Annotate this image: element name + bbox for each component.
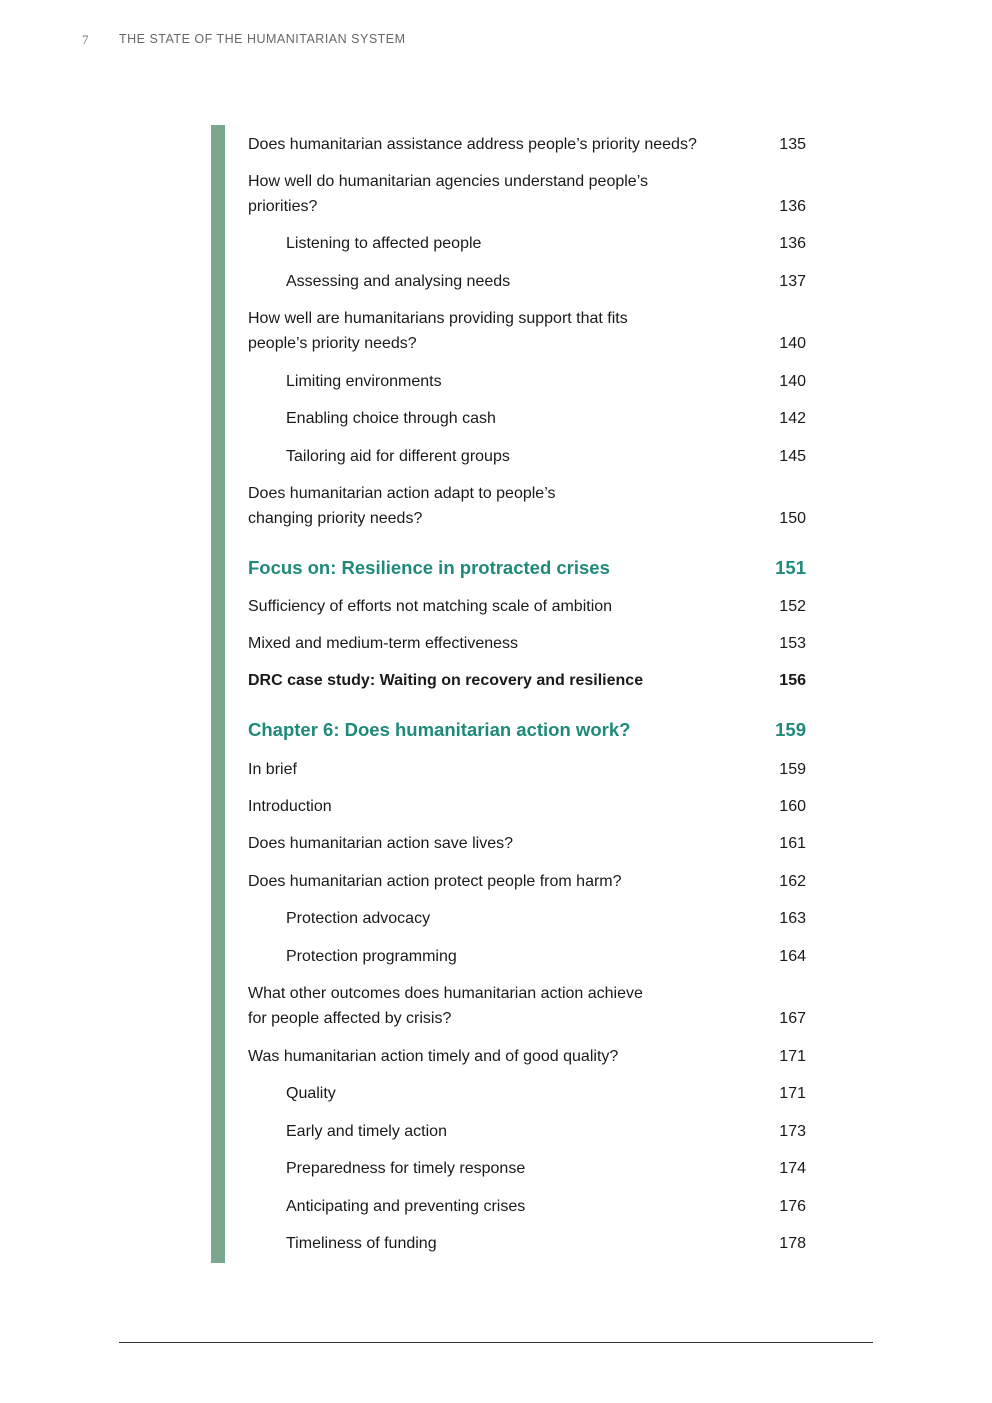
toc-entry[interactable] xyxy=(248,169,806,219)
toc-entry-page: 150 xyxy=(779,510,806,527)
toc-entry[interactable] xyxy=(248,906,806,931)
toc-entry-title: Does humanitarian action adapt to people’s changing priority needs? xyxy=(248,485,556,527)
toc-entry-page: 156 xyxy=(779,672,806,689)
toc-entry-title: How well do humanitarian agencies understand people’s priorities? xyxy=(248,173,648,215)
toc-entry-title: Focus on: Resilience in protracted crises xyxy=(248,557,610,578)
toc-entry-title: Tailoring aid for different groups xyxy=(286,448,510,465)
toc-entry-title: Assessing and analysing needs xyxy=(286,273,511,290)
toc-entry-page: 171 xyxy=(779,1048,806,1065)
toc-entry-title: Quality xyxy=(286,1085,336,1102)
toc-entry-title: Protection programming xyxy=(286,948,457,965)
toc-case-study[interactable] xyxy=(248,668,806,693)
toc-entry[interactable] xyxy=(248,1194,806,1219)
toc-entry[interactable] xyxy=(248,757,806,782)
toc-entry-page: 152 xyxy=(779,598,806,615)
toc-entry[interactable] xyxy=(248,231,806,256)
toc-entry-title: Mixed and medium-term effectiveness xyxy=(248,635,519,652)
toc-entry[interactable] xyxy=(248,869,806,894)
toc-entry-title: Does humanitarian assistance address people’s priority needs? xyxy=(248,136,697,153)
toc-entry-page: 173 xyxy=(779,1123,806,1140)
toc-entry-page: 171 xyxy=(779,1085,806,1102)
toc-entry[interactable] xyxy=(248,594,806,619)
toc-entry-page: 136 xyxy=(779,198,806,215)
toc-entry-page: 162 xyxy=(779,873,806,890)
toc-entry-page: 136 xyxy=(779,235,806,252)
toc-entry[interactable] xyxy=(248,406,806,431)
toc-entry[interactable] xyxy=(248,369,806,394)
toc-entry[interactable] xyxy=(248,306,806,356)
toc-entry-page: 135 xyxy=(779,136,806,153)
toc-entry-title: Early and timely action xyxy=(286,1123,447,1140)
toc-entry[interactable] xyxy=(248,132,806,157)
toc-entry-title: Limiting environments xyxy=(286,373,442,390)
toc-entry-title: Was humanitarian action timely and of good quality? xyxy=(248,1048,619,1065)
toc-entry[interactable] xyxy=(248,1044,806,1069)
toc-entry-page: 178 xyxy=(779,1235,806,1252)
toc-focus-heading[interactable] xyxy=(248,555,806,580)
toc-entry-title: Listening to affected people xyxy=(286,235,482,252)
toc-entry-page: 163 xyxy=(779,910,806,927)
toc-entry-title: Sufficiency of efforts not matching scale of ambition xyxy=(248,598,613,615)
toc-entry[interactable] xyxy=(248,481,806,531)
toc-entry-title: What other outcomes does humanitarian action achieve for people affected by crisis? xyxy=(248,985,643,1027)
toc-entry-page: 151 xyxy=(775,557,806,578)
toc-entry-title: Introduction xyxy=(248,798,332,815)
toc-entry-title: Does humanitarian action save lives? xyxy=(248,835,514,852)
toc-entry-page: 140 xyxy=(779,335,806,352)
toc-entry-title: Enabling choice through cash xyxy=(286,410,496,427)
toc-entry-page: 167 xyxy=(779,1010,806,1027)
toc-entry-title: Timeliness of funding xyxy=(286,1235,437,1252)
toc-entry-title: In brief xyxy=(248,761,297,778)
toc-entry-page: 176 xyxy=(779,1198,806,1215)
toc-entry-page: 159 xyxy=(775,719,806,740)
toc-entry[interactable] xyxy=(248,794,806,819)
toc-entry-page: 137 xyxy=(779,273,806,290)
running-header: THE STATE OF THE HUMANITARIAN SYSTEM xyxy=(119,32,406,46)
toc-entry-title: Preparedness for timely response xyxy=(286,1160,526,1177)
toc-entry-page: 159 xyxy=(779,761,806,778)
toc-entry-page: 160 xyxy=(779,798,806,815)
toc-entry-title: Chapter 6: Does humanitarian action work? xyxy=(248,719,631,740)
footer-rule xyxy=(119,1342,873,1343)
toc-entry-page: 140 xyxy=(779,373,806,390)
toc-entry[interactable] xyxy=(248,981,806,1031)
toc-entry-page: 161 xyxy=(779,835,806,852)
toc-entry[interactable] xyxy=(248,631,806,656)
toc-entry-title: Anticipating and preventing crises xyxy=(286,1198,526,1215)
toc-chapter-heading[interactable] xyxy=(248,717,806,742)
toc-entry[interactable] xyxy=(248,1231,806,1256)
toc-entry-title: Does humanitarian action protect people from harm? xyxy=(248,873,622,890)
toc-entry[interactable] xyxy=(248,1119,806,1144)
page-number: 7 xyxy=(82,32,89,47)
toc-accent-bar xyxy=(211,125,225,1263)
toc-entry[interactable] xyxy=(248,1156,806,1181)
toc-entry[interactable] xyxy=(248,1081,806,1106)
toc-entry-page: 145 xyxy=(779,448,806,465)
toc-entry[interactable] xyxy=(248,831,806,856)
toc-entry-title: How well are humanitarians providing support that fits people’s priority needs? xyxy=(248,310,628,352)
toc-entry-page: 142 xyxy=(779,410,806,427)
toc-entry-page: 164 xyxy=(779,948,806,965)
toc-entry-page: 153 xyxy=(779,635,806,652)
toc-entry[interactable] xyxy=(248,444,806,469)
toc-entry[interactable] xyxy=(248,269,806,294)
toc-entry-title: DRC case study: Waiting on recovery and resilience xyxy=(248,672,644,689)
toc-entry[interactable] xyxy=(248,944,806,969)
toc-entry-title: Protection advocacy xyxy=(286,910,431,927)
toc-entry-page: 174 xyxy=(779,1160,806,1177)
